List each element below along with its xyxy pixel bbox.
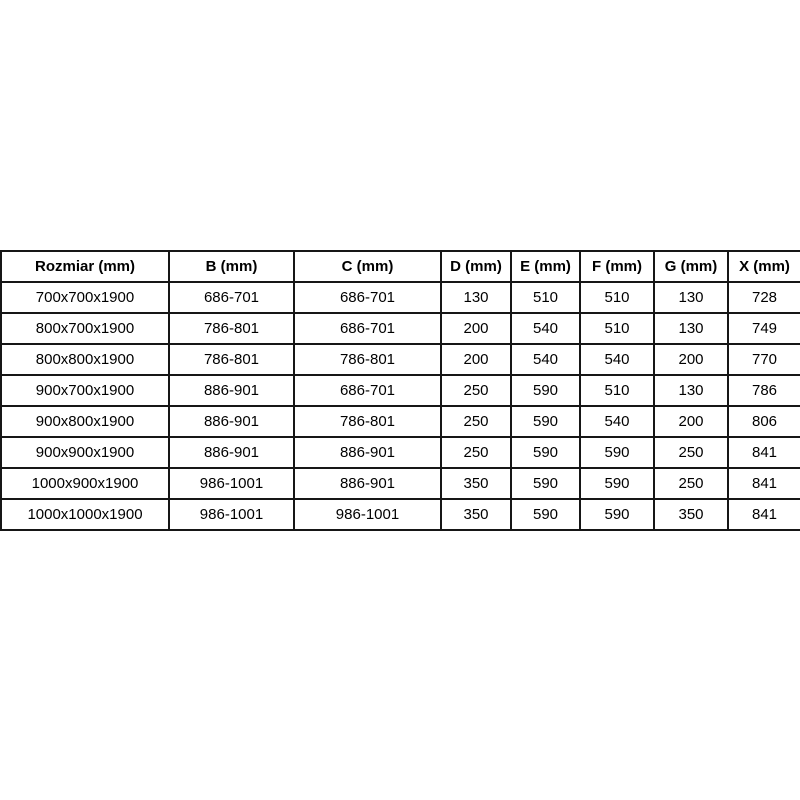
table-cell: 250 [654,437,728,468]
table-cell: 900x700x1900 [1,375,169,406]
table-row [1,313,800,344]
table-cell: 886-901 [294,468,441,499]
column-header-e: E (mm) [511,251,580,282]
table-cell: 886-901 [169,375,294,406]
table-cell: 686-701 [294,375,441,406]
table-cell: 250 [441,375,511,406]
table-cell: 590 [511,406,580,437]
table-cell: 590 [511,375,580,406]
table-cell: 510 [511,282,580,313]
table-cell: 250 [654,468,728,499]
table-cell: 590 [580,468,654,499]
table-cell: 590 [511,499,580,530]
table-cell: 841 [728,468,800,499]
table-cell: 510 [580,375,654,406]
column-header-g: G (mm) [654,251,728,282]
table-cell: 1000x1000x1900 [1,499,169,530]
table-cell: 540 [511,344,580,375]
table-cell: 900x900x1900 [1,437,169,468]
table-cell: 130 [441,282,511,313]
table-cell: 200 [441,313,511,344]
table-row [1,468,800,499]
table-row [1,406,800,437]
table-cell: 841 [728,437,800,468]
table-cell: 886-901 [169,437,294,468]
table-cell: 806 [728,406,800,437]
table-cell: 986-1001 [169,468,294,499]
table-cell: 540 [580,406,654,437]
column-header-d: D (mm) [441,251,511,282]
table-cell: 900x800x1900 [1,406,169,437]
table-cell: 590 [580,499,654,530]
table-cell: 728 [728,282,800,313]
table-cell: 986-1001 [294,499,441,530]
table-cell: 800x700x1900 [1,313,169,344]
table-cell: 700x700x1900 [1,282,169,313]
table-cell: 350 [441,499,511,530]
table-cell: 800x800x1900 [1,344,169,375]
table-cell: 130 [654,313,728,344]
table-cell: 350 [441,468,511,499]
table-cell: 350 [654,499,728,530]
table-cell: 510 [580,282,654,313]
table-cell: 540 [511,313,580,344]
column-header-f: F (mm) [580,251,654,282]
table-cell: 200 [441,344,511,375]
table-row [1,437,800,468]
table-cell: 841 [728,499,800,530]
dimensions-table [0,250,800,531]
table-cell: 1000x900x1900 [1,468,169,499]
table-cell: 686-701 [169,282,294,313]
table-cell: 250 [441,406,511,437]
table-cell: 886-901 [169,406,294,437]
table-cell: 250 [441,437,511,468]
table-cell: 130 [654,282,728,313]
table-cell: 786-801 [169,313,294,344]
table-cell: 786-801 [294,406,441,437]
column-header-c: C (mm) [294,251,441,282]
table-cell: 540 [580,344,654,375]
table-cell: 686-701 [294,313,441,344]
table-cell: 130 [654,375,728,406]
table-cell: 986-1001 [169,499,294,530]
table-cell: 786 [728,375,800,406]
table-row [1,375,800,406]
table-row [1,282,800,313]
table-cell: 749 [728,313,800,344]
table-cell: 590 [511,437,580,468]
table-row [1,499,800,530]
table-header-row [1,251,800,282]
table-cell: 590 [580,437,654,468]
table-row [1,344,800,375]
table-cell: 510 [580,313,654,344]
table-cell: 686-701 [294,282,441,313]
table-cell: 770 [728,344,800,375]
table-cell: 200 [654,344,728,375]
column-header-rozmiar: Rozmiar (mm) [1,251,169,282]
table-cell: 886-901 [294,437,441,468]
table-cell: 200 [654,406,728,437]
column-header-x: X (mm) [728,251,800,282]
table-cell: 590 [511,468,580,499]
table-cell: 786-801 [169,344,294,375]
table-cell: 786-801 [294,344,441,375]
column-header-b: B (mm) [169,251,294,282]
